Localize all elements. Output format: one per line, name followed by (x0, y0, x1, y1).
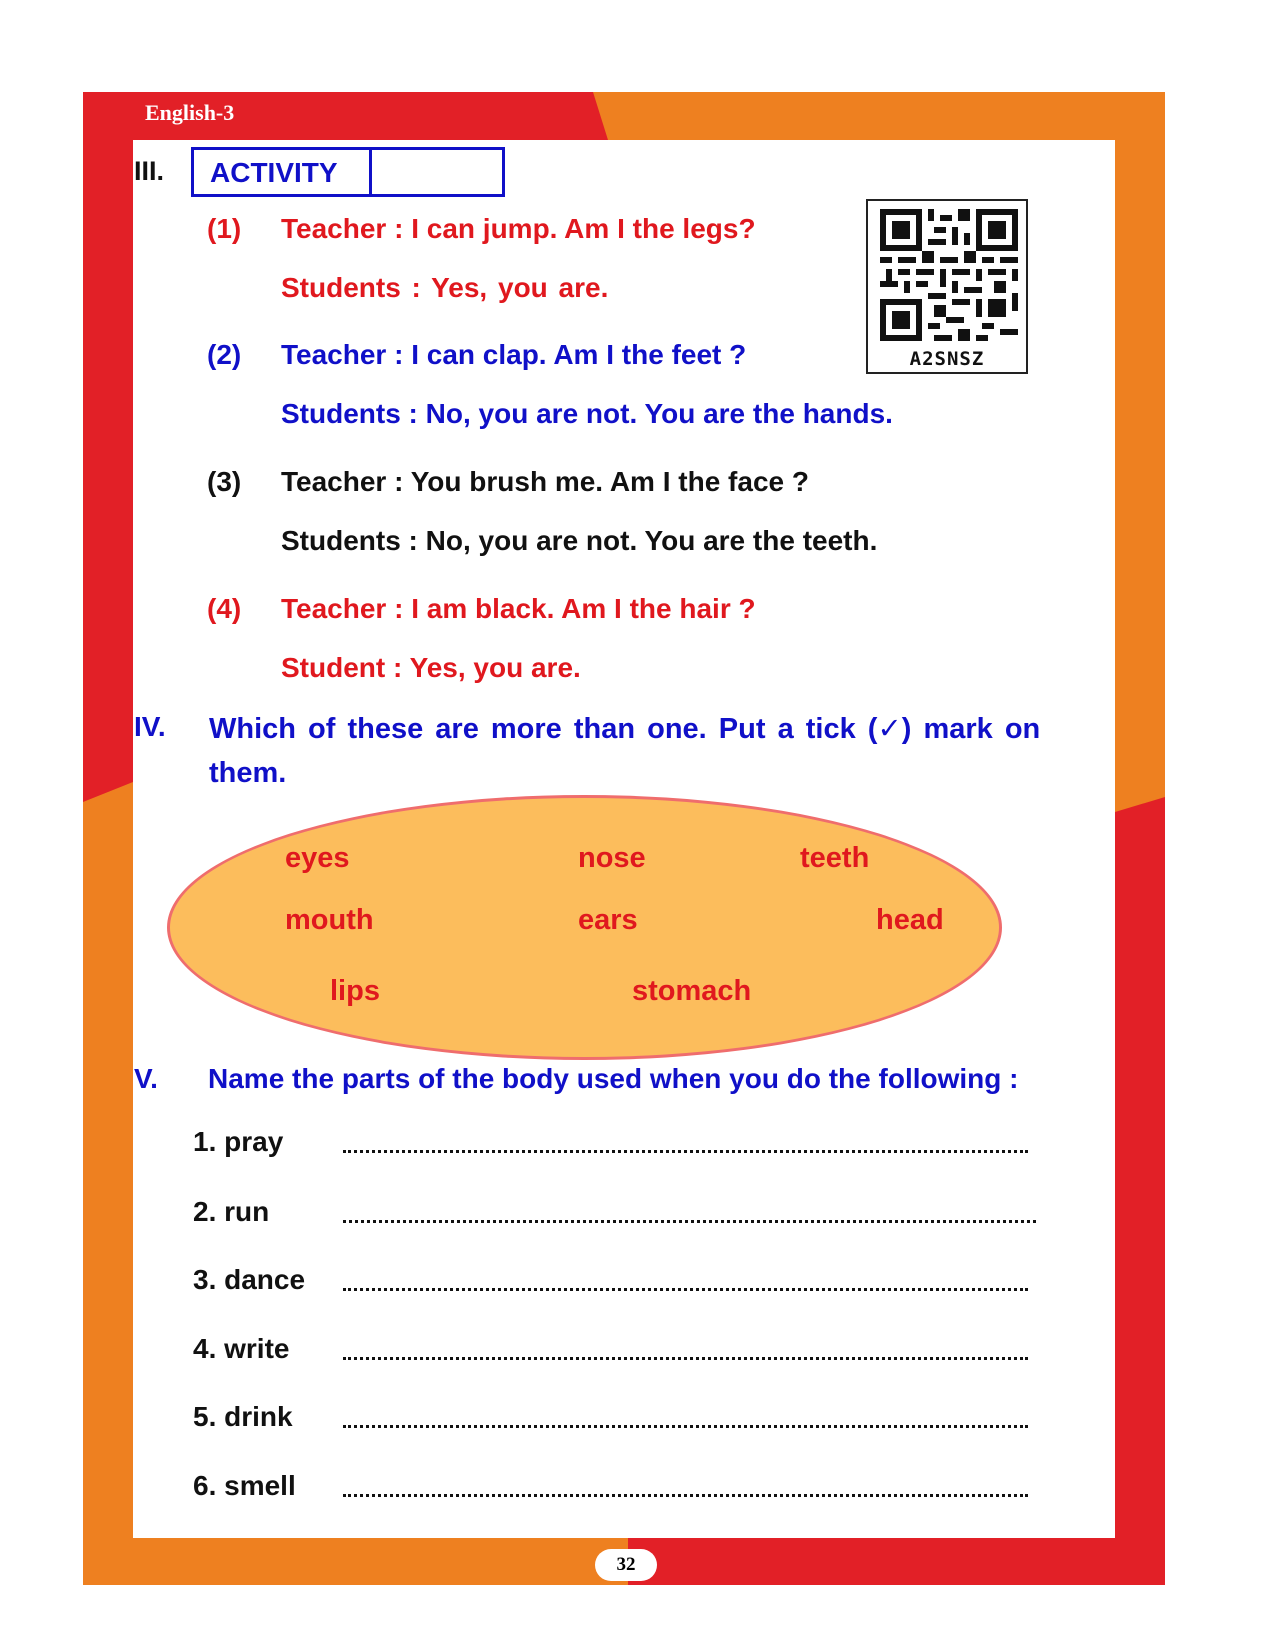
list-item-dance: 3. dance (193, 1264, 306, 1295)
item-4-teacher: Teacher : I am black. Am I the hair ? (281, 593, 756, 624)
item-2-students: Students : No, you are not. You are the hands. (281, 398, 893, 429)
item-3-teacher: Teacher : You brush me. Am I the face ? (281, 466, 809, 497)
item-2-number: (2) (207, 339, 242, 370)
activity-box-divider (369, 150, 372, 194)
answer-line-5[interactable] (343, 1421, 1028, 1428)
activity-label: ACTIVITY (210, 157, 338, 188)
section-iv-instruction: Which of these are more than one. Put a tick (✓) mark on (209, 713, 1041, 745)
word-teeth[interactable]: teeth (800, 842, 870, 874)
answer-line-4[interactable] (343, 1353, 1028, 1360)
page-number: 32 (595, 1549, 657, 1581)
item-3-students: Students : No, you are not. You are the teeth. (281, 525, 878, 556)
word-head[interactable]: head (876, 904, 944, 936)
item-3-number: (3) (207, 466, 242, 497)
answer-line-3[interactable] (343, 1284, 1028, 1291)
word-lips[interactable]: lips (330, 975, 380, 1007)
section-iv-instruction-cont: them. (209, 757, 287, 789)
list-item-smell: 6. smell (193, 1470, 296, 1501)
list-item-write: 4. write (193, 1333, 290, 1364)
item-2-teacher: Teacher : I can clap. Am I the feet ? (281, 339, 747, 370)
word-ears[interactable]: ears (578, 904, 638, 936)
qr-code (866, 199, 1028, 374)
qr-code-icon (880, 209, 1018, 341)
section-iv-number: IV. (134, 711, 166, 742)
section-iii-number: III. (134, 156, 165, 186)
book-title: English-3 (145, 100, 235, 125)
item-1-teacher: Teacher : I can jump. Am I the legs? (281, 213, 756, 244)
answer-line-2[interactable] (343, 1216, 1036, 1223)
word-eyes[interactable]: eyes (285, 842, 350, 874)
answer-line-1[interactable] (343, 1146, 1028, 1153)
list-item-pray: 1. pray (193, 1126, 284, 1157)
word-stomach[interactable]: stomach (632, 975, 752, 1007)
qr-code-label: A2SNSZ (909, 348, 985, 370)
answer-line-6[interactable] (343, 1490, 1028, 1497)
list-item-drink: 5. drink (193, 1401, 293, 1432)
item-4-students: Student : Yes, you are. (281, 652, 581, 683)
item-4-number: (4) (207, 593, 242, 624)
item-1-number: (1) (207, 213, 242, 244)
section-v-number: V. (134, 1063, 158, 1094)
word-mouth[interactable]: mouth (285, 904, 374, 936)
word-nose[interactable]: nose (578, 842, 646, 874)
item-1-students: Students : Yes, you are. (281, 272, 609, 303)
section-v-instruction: Name the parts of the body used when you do the following : (208, 1063, 1019, 1094)
list-item-run: 2. run (193, 1196, 270, 1227)
activity-box (191, 147, 505, 197)
